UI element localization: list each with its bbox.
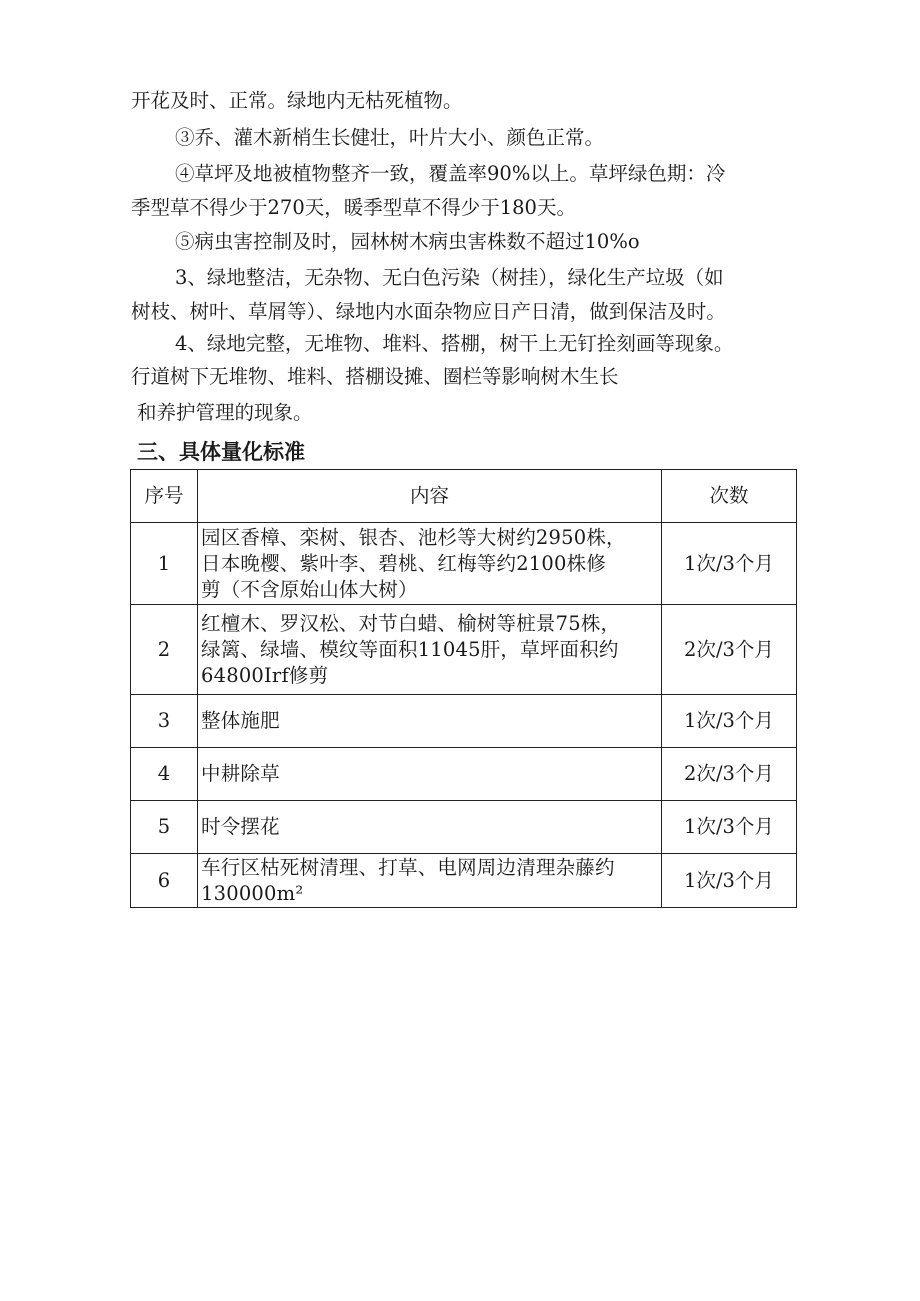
header-index: 序号 bbox=[131, 470, 198, 523]
paragraph-line: 3、绿地整洁，无杂物、无白色污染（树挂），绿化生产垃圾（如 bbox=[175, 266, 724, 289]
table-row bbox=[131, 801, 797, 854]
row-content-line: 园区香樟、栾树、银杏、池杉等大树约2950株， bbox=[201, 525, 626, 549]
paragraph-line: 4、绿地完整，无堆物、堆料、搭棚，树干上无钉拴刻画等现象。 bbox=[175, 332, 734, 355]
paragraph-line: ③乔、灌木新梢生长健壮，叶片大小、颜色正常。 bbox=[175, 126, 605, 149]
row-times: 2次/3个月 bbox=[662, 748, 797, 801]
row-content-line: 时令摆花 bbox=[201, 815, 280, 838]
table-row bbox=[131, 523, 797, 605]
table-row bbox=[131, 854, 797, 908]
row-times: 1次/3个月 bbox=[662, 523, 797, 605]
row-times: 1次/3个月 bbox=[662, 854, 797, 908]
row-content-line: 绿篱、绿墙、模纹等面积11045肝，草坪面积约 bbox=[201, 637, 619, 661]
row-content-line: 中耕除草 bbox=[201, 762, 280, 785]
paragraph-line: 开花及时、正常。绿地内无枯死植物。 bbox=[131, 89, 463, 112]
header-times: 次数 bbox=[662, 470, 797, 523]
row-content-line: 剪（不含原始山体大树） bbox=[201, 577, 418, 601]
standards-table bbox=[130, 469, 797, 908]
table-row bbox=[131, 695, 797, 748]
row-index: 5 bbox=[131, 801, 198, 854]
row-index: 4 bbox=[131, 748, 198, 801]
row-content bbox=[198, 523, 662, 605]
row-index: 2 bbox=[131, 605, 198, 695]
row-content bbox=[198, 695, 662, 748]
row-content-line: 64800Irf修剪 bbox=[201, 663, 329, 687]
row-content-line: 130000m² bbox=[201, 881, 304, 905]
row-times: 2次/3个月 bbox=[662, 605, 797, 695]
row-times: 1次/3个月 bbox=[662, 801, 797, 854]
paragraph-line: ⑤病虫害控制及时，园林树木病虫害株数不超过10%o bbox=[175, 230, 640, 253]
table-header-row bbox=[131, 470, 797, 523]
paragraph-line: 树枝、树叶、草屑等）、绿地内水面杂物应日产日清，做到保洁及时。 bbox=[131, 300, 726, 323]
row-index: 1 bbox=[131, 523, 198, 605]
paragraph-line: 和养护管理的现象。 bbox=[137, 401, 313, 424]
row-times: 1次/3个月 bbox=[662, 695, 797, 748]
row-content-line: 整体施肥 bbox=[201, 709, 280, 732]
row-index: 3 bbox=[131, 695, 198, 748]
row-content bbox=[198, 854, 662, 908]
table-row bbox=[131, 605, 797, 695]
paragraph-line: ④草坪及地被植物整齐一致，覆盖率90%以上。草坪绿色期：冷 bbox=[175, 162, 726, 185]
paragraph-line: 行道树下无堆物、堆料、搭棚设摊、圈栏等影响树木生长 bbox=[131, 365, 619, 388]
table-row bbox=[131, 748, 797, 801]
header-content: 内容 bbox=[198, 470, 662, 523]
section-heading: 三、具体量化标准 bbox=[137, 440, 305, 464]
row-content-line: 车行区枯死树清理、打草、电网周边清理杂藤约 bbox=[201, 855, 615, 879]
row-index: 6 bbox=[131, 854, 198, 908]
paragraph-line: 季型草不得少于270天，暖季型草不得少于180天。 bbox=[131, 196, 576, 219]
row-content bbox=[198, 801, 662, 854]
row-content bbox=[198, 748, 662, 801]
row-content-line: 日本晚樱、紫叶李、碧桃、红梅等约2100株修 bbox=[201, 551, 607, 575]
row-content bbox=[198, 605, 662, 695]
row-content-line: 红檀木、罗汉松、对节白蜡、榆树等桩景75株， bbox=[201, 611, 621, 635]
